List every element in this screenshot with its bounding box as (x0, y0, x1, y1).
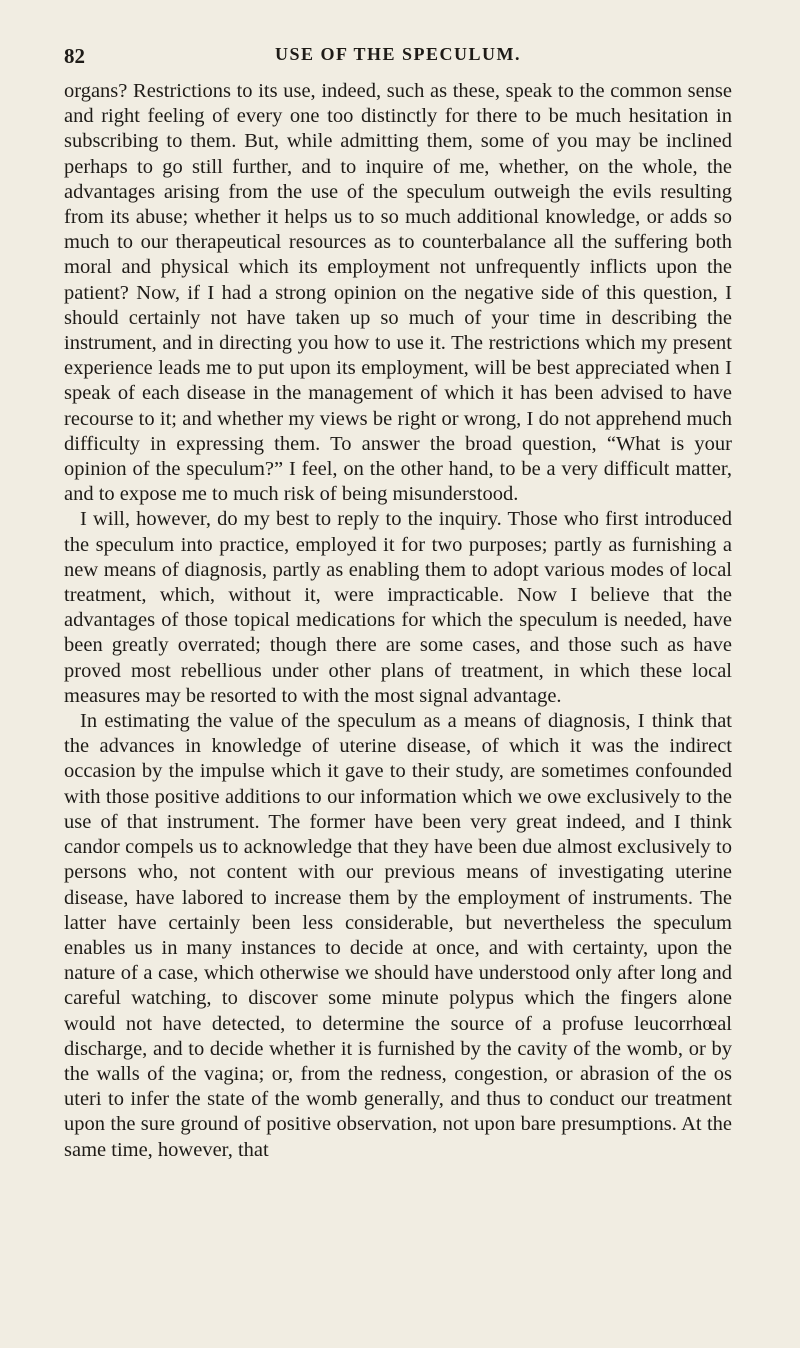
running-head: USE OF THE SPECULUM. (274, 44, 522, 64)
paragraph-3: In estimating the value of the speculum as a means of diagnosis, I think that the advances in knowledge of uterine disease, of which it was the indirect occasion by the impulse which it gave to their study, are sometimes confounded with those positive additions to our information which we owe exclusively to the use of that instrument. The former have been very great indeed, and I think candor compels us to acknowledge that they have been due almost exclusively to persons who, not content with our previous means of investigating uterine disease, have labored to increase them by the employment of instruments. The latter have certainly been less considerable, but nevertheless the speculum enables us in many instances to decide at once, and with certainty, upon the nature of a case, which otherwise we should have understood only after long and careful watching, to discover some minute polypus which the fingers alone would not have detected, to determine the source of a profuse leucorrhœal discharge, and to decide whether it is furnished by the cavity of the womb, or by the walls of the vagina; or, from the redness, congestion, or abrasion of the os uteri to infer the state of the womb generally, and thus to conduct our treatment upon the sure ground of positive observation, not upon bare presumptions. At the same time, however, that (64, 710, 732, 1161)
body-text (64, 79, 732, 1163)
paragraph-1: organs? Restrictions to its use, indeed, such as these, speak to the common sense and right feeling of every one too distinctly for there to be much hesitation in subscribing to them. But, while admitting them, some of you may be inclined perhaps to go still further, and to inquire of me, whether, on the whole, the advantages arising from the use of the speculum outweigh the evils resulting from its abuse; whether it helps us to so much additional knowledge, or adds so much to our therapeutical resources as to counterbalance all the suffering both moral and physical which its employment not unfrequently inflicts upon the patient? Now, if I had a strong opinion on the negative side of this question, I should certainly not have taken up so much of your time in describing the instrument, and in directing you how to use it. The restrictions which my present experience leads me to put upon its employment, will be best appreciated when I speak of each disease in the management of which it has been advised to have recourse to it; and whether my views be right or wrong, I do not apprehend much difficulty in expressing them. To answer the broad question, “What is your opinion of the speculum?” I feel, on the other hand, to be a very difficult matter, and to expose me to much risk of being misunderstood. (64, 80, 732, 506)
page-header (64, 44, 732, 74)
paragraph-2: I will, however, do my best to reply to the inquiry. Those who first introduced the speculum into practice, employed it for two purposes; partly as furnishing a new means of diagnosis, partly as enabling them to adopt various modes of local treatment, which, without it, were impracticable. Now I believe that the advantages of those topical medications for which the speculum is needed, have been greatly overrated; though there are some cases, and those such as have proved most rebellious under other plans of treatment, in which these local measures may be resorted to with the most signal advantage. (64, 508, 732, 707)
page-number: 82 (64, 44, 85, 68)
